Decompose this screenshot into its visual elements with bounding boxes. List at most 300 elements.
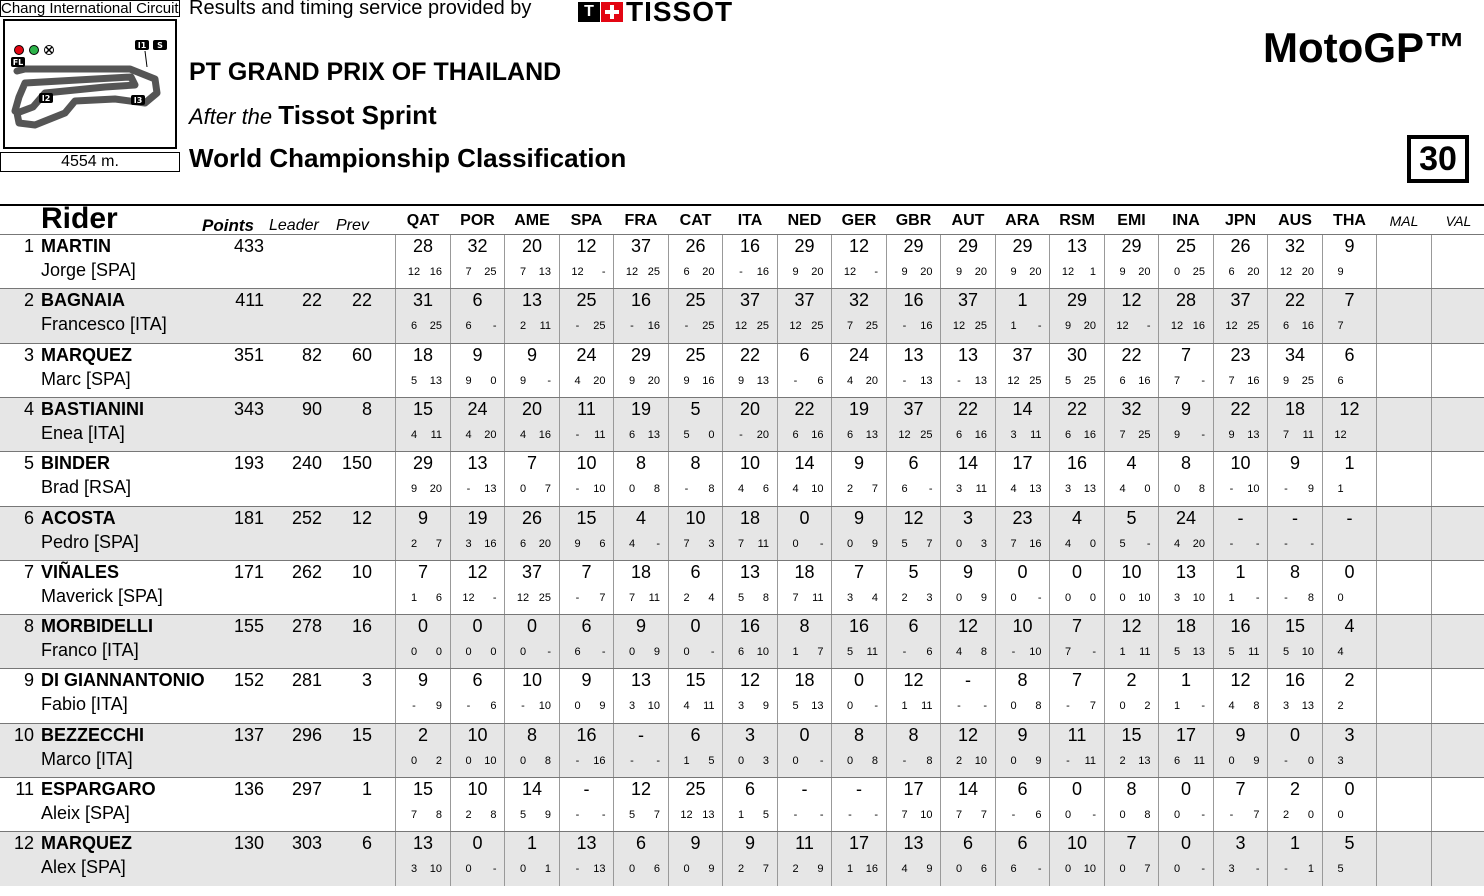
race-points: 7 [1253, 809, 1260, 821]
race-result-cell [1323, 235, 1377, 289]
race-points: 16 [702, 374, 715, 387]
race-points: 10 [974, 754, 987, 767]
rider-gap-leader: 296 [291, 724, 322, 745]
sprint-points: 12 [1116, 320, 1129, 333]
rider-firstname: Franco [ITA] [41, 640, 139, 661]
race-points: - [1201, 809, 1205, 821]
sprint-points: 0 [846, 754, 854, 767]
sprint-points: 7 [683, 537, 690, 550]
race-total-points: 13 [903, 344, 924, 365]
race-result-cell [1268, 344, 1322, 398]
race-result-cell [996, 344, 1050, 398]
sprint-points: - [684, 483, 689, 496]
race-result-cell [614, 669, 668, 723]
sprint-points: 4 [846, 374, 854, 387]
race-points: 16 [865, 863, 878, 876]
sprint-points: - [1066, 754, 1070, 767]
race-points: 0 [708, 428, 715, 441]
race-total-points: 6 [744, 779, 755, 799]
race-total-points: 22 [739, 344, 761, 365]
race-result-cell [887, 832, 941, 886]
race-points: - [1146, 320, 1151, 333]
sprint-points: - [793, 374, 798, 387]
race-total-points: 25 [685, 779, 706, 799]
sprint-points: 3 [737, 700, 745, 713]
race-points: 11 [594, 428, 606, 441]
race-points: 4 [871, 591, 878, 604]
sprint-points: 6 [1064, 428, 1072, 441]
race-total-points: 29 [630, 344, 652, 365]
race-points: 7 [817, 646, 824, 659]
race-result-cell [1105, 832, 1159, 886]
race-points: 16 [1083, 428, 1096, 441]
race-points: 0 [490, 646, 497, 659]
column-header-race: ITA [737, 212, 763, 229]
timing-credit: Results and timing service provided by [189, 0, 532, 19]
race-result-cell [832, 289, 886, 343]
race-result-cell [1323, 507, 1377, 561]
sprint-points: 2 [846, 483, 854, 496]
race-result-cell [1323, 724, 1377, 778]
race-total-points: 12 [1230, 670, 1251, 691]
race-points: 8 [708, 483, 715, 496]
race-total-points: 28 [412, 236, 434, 256]
sprint-points: - [575, 754, 580, 767]
race-result-cell [941, 452, 995, 506]
map-label-i2: I2 [41, 94, 51, 103]
race-result-cell [1050, 235, 1104, 289]
race-points: 0 [435, 646, 442, 659]
sprint-points: 1 [1010, 320, 1017, 333]
sprint-points: 9 [792, 266, 799, 278]
sprint-points: 4 [901, 863, 908, 876]
race-points: 11 [648, 591, 660, 604]
race-total-points: 5 [1126, 507, 1137, 528]
rider-position: 9 [23, 670, 34, 691]
race-total-points: 19 [467, 507, 488, 528]
sprint-points: 4 [737, 483, 745, 496]
race-points: 16 [1247, 374, 1260, 387]
column-header-race: VAL [1445, 213, 1472, 229]
sprint-points: 0 [792, 754, 799, 767]
sprint-points: - [1284, 863, 1288, 876]
column-header-race: RSM [1059, 212, 1095, 229]
race-total-points: 13 [739, 561, 761, 582]
sprint-points: 7 [1228, 374, 1235, 387]
race-total-points: 7 [1344, 290, 1355, 311]
race-points: 20 [756, 428, 769, 441]
race-total-points: - [1292, 507, 1298, 528]
sprint-points: 0 [1010, 700, 1017, 713]
race-total-points: - [856, 779, 862, 799]
sprint-points: 0 [465, 863, 472, 876]
race-points: 5 [762, 809, 769, 821]
sprint-points: 12 [1061, 266, 1075, 278]
rider-gap-leader: 22 [301, 290, 322, 311]
race-result-cell [832, 724, 886, 778]
race-total-points: 24 [1175, 507, 1197, 528]
rider-points: 351 [233, 344, 264, 365]
race-points: 13 [1083, 483, 1096, 496]
column-header-race: QAT [406, 212, 440, 229]
sprint-points: 0 [846, 700, 854, 713]
sprint-points: 12 [952, 320, 966, 333]
race-result-cell [451, 561, 505, 615]
rider-points: 130 [233, 833, 264, 854]
race-points: 20 [538, 537, 551, 550]
rider-surname: MORBIDELLI [41, 616, 153, 637]
rider-points: 136 [233, 779, 264, 799]
race-points: 25 [1029, 374, 1042, 387]
race-total-points: 15 [1284, 616, 1306, 637]
race-total-points: 3 [1235, 833, 1246, 854]
race-total-points: 6 [472, 290, 483, 311]
race-total-points: 23 [1012, 507, 1033, 528]
race-total-points: 37 [957, 290, 979, 311]
race-points: 20 [484, 428, 497, 441]
race-result-cell [1268, 615, 1322, 669]
rider-surname: MARTIN [41, 236, 111, 256]
race-total-points: 15 [576, 507, 597, 528]
rider-gap-leader: 82 [301, 344, 322, 365]
sprint-points: 9 [1064, 320, 1072, 333]
race-total-points: 18 [794, 670, 815, 691]
rider-surname: BEZZECCHI [41, 724, 144, 745]
sprint-points: - [1284, 483, 1288, 496]
race-points: 9 [1253, 754, 1260, 767]
race-total-points: 10 [576, 453, 597, 474]
rider-gap-prev: 10 [351, 561, 372, 582]
race-result-cell [996, 724, 1050, 778]
race-total-points: 2 [1126, 670, 1137, 691]
column-divider [1431, 561, 1432, 615]
race-total-points: 6 [472, 670, 483, 691]
column-header-race: SPA [570, 212, 603, 229]
race-points: 20 [1138, 266, 1151, 278]
sprint-points: 0 [628, 863, 636, 876]
race-result-cell [1050, 507, 1104, 561]
race-total-points: 0 [799, 507, 810, 528]
race-points: 20 [811, 266, 824, 278]
race-points: 20 [429, 483, 442, 496]
race-points: 20 [593, 374, 606, 387]
sprint-points: 9 [465, 374, 472, 387]
sprint-points: - [684, 320, 689, 333]
race-total-points: 17 [1175, 724, 1197, 745]
race-total-points: 1 [1180, 670, 1191, 691]
race-points: 9 [653, 646, 660, 659]
race-points: 13 [538, 266, 551, 278]
race-result-cell [941, 289, 995, 343]
sprint-points: - [902, 754, 907, 767]
column-header-race: NED [787, 212, 822, 229]
rider-position: 7 [23, 561, 34, 582]
sprint-points: 7 [1064, 646, 1072, 659]
sprint-points: 5 [1337, 863, 1344, 876]
sprint-points: 6 [410, 320, 418, 333]
race-points: 8 [1253, 700, 1260, 713]
sprint-points: 0 [1173, 483, 1181, 496]
race-total-points: 18 [630, 561, 652, 582]
race-points: 10 [811, 483, 824, 496]
race-total-points: 18 [1175, 616, 1197, 637]
sprint-points: 0 [1119, 809, 1126, 821]
sprint-points: 6 [628, 428, 636, 441]
sprint-points: - [575, 320, 580, 333]
sprint-points: 0 [846, 537, 854, 550]
race-result-cell [1214, 289, 1268, 343]
race-total-points: 26 [1230, 236, 1251, 256]
rider-firstname: Marc [SPA] [41, 368, 131, 389]
race-points: 0 [1089, 591, 1096, 604]
race-total-points: 25 [685, 344, 706, 365]
race-result-cell [614, 235, 668, 289]
circuit-map [3, 19, 177, 149]
sprint-points: 7 [519, 266, 527, 278]
race-total-points: 37 [1012, 344, 1033, 365]
sprint-points: 0 [955, 537, 963, 550]
sprint-points: 9 [955, 266, 963, 278]
sprint-points: 3 [465, 537, 472, 550]
page-number: 30 [1407, 135, 1469, 183]
race-total-points: 1 [1289, 833, 1300, 854]
race-result-cell [1268, 778, 1322, 832]
race-result-cell [505, 452, 559, 506]
race-result-cell [1214, 452, 1268, 506]
sprint-points: 4 [955, 646, 963, 659]
race-result-cell [396, 724, 450, 778]
race-result-cell [560, 235, 614, 289]
race-result-cell [396, 235, 450, 289]
race-points: 25 [702, 320, 715, 333]
column-header-prev: Prev [336, 217, 369, 234]
race-points: 13 [1247, 428, 1260, 441]
column-header-race: GER [841, 212, 877, 229]
race-points: 9 [599, 700, 606, 713]
race-points: - [492, 320, 497, 333]
race-points: - [1037, 320, 1042, 333]
sprint-points: 4 [683, 700, 690, 713]
race-total-points: 10 [685, 507, 706, 528]
race-total-points: 17 [1012, 453, 1033, 474]
race-total-points: 7 [1126, 833, 1137, 854]
rider-gap-leader: 281 [291, 670, 322, 691]
race-result-cell [505, 561, 559, 615]
sprint-points: - [466, 483, 471, 496]
rider-points: 433 [233, 236, 264, 256]
race-total-points: 18 [412, 344, 434, 365]
race-total-points: 10 [1012, 616, 1033, 637]
sprint-points: 12 [1170, 320, 1184, 333]
table-row [0, 343, 1484, 398]
map-label-i3: I3 [133, 96, 143, 105]
table-row [0, 506, 1484, 561]
race-points: - [1201, 374, 1205, 387]
race-result-cell [451, 669, 505, 723]
sprint-points: 12 [1225, 320, 1238, 333]
sprint-points: 5 [1228, 646, 1235, 659]
sprint-points: 0 [519, 483, 527, 496]
column-header-race: EMI [1117, 212, 1146, 229]
race-result-cell [1105, 289, 1159, 343]
race-result-cell [723, 832, 777, 886]
sprint-points: 5 [846, 646, 854, 659]
sprint-points: 2 [901, 591, 908, 604]
race-total-points: 16 [739, 616, 761, 637]
sprint-points: 2 [519, 320, 527, 333]
table-row [0, 777, 1484, 832]
race-total-points: 37 [903, 398, 924, 419]
sprint-points: 1 [1119, 646, 1126, 659]
race-total-points: 9 [635, 616, 646, 637]
race-result-cell [832, 669, 886, 723]
race-result-cell [996, 398, 1050, 452]
race-result-cell [560, 289, 614, 343]
race-total-points: 13 [467, 453, 488, 474]
rider-position: 6 [23, 507, 34, 528]
rider-surname: BINDER [41, 453, 111, 474]
race-result-cell [1159, 778, 1213, 832]
race-result-cell [505, 832, 559, 886]
sprint-points: 5 [1282, 646, 1290, 659]
race-result-cell [1268, 669, 1322, 723]
circuit-name: Chang International Circuit [1, 0, 179, 17]
race-result-cell [723, 561, 777, 615]
race-total-points: 29 [903, 236, 924, 256]
race-total-points: 5 [690, 398, 701, 419]
race-result-cell [1050, 669, 1104, 723]
race-result-cell [451, 832, 505, 886]
race-result-cell [451, 778, 505, 832]
sprint-points: 0 [737, 754, 745, 767]
race-total-points: 12 [739, 670, 761, 691]
race-total-points: 8 [690, 453, 701, 474]
race-total-points: 6 [581, 616, 592, 637]
race-total-points: 28 [1175, 290, 1197, 311]
race-result-cell [1105, 344, 1159, 398]
race-total-points: 14 [957, 779, 979, 799]
race-total-points: 0 [472, 833, 483, 854]
race-total-points: 12 [903, 507, 924, 528]
race-result-cell [614, 778, 668, 832]
race-total-points: 37 [1230, 290, 1251, 311]
race-result-cell [669, 669, 723, 723]
race-result-cell [1268, 235, 1322, 289]
race-total-points: 0 [526, 616, 537, 637]
race-result-cell [1214, 561, 1268, 615]
column-divider [1431, 669, 1432, 723]
race-result-cell [669, 778, 723, 832]
race-result-cell [723, 507, 777, 561]
race-points: 13 [647, 428, 660, 441]
session-prefix: After the [189, 104, 273, 129]
race-result-cell [560, 344, 614, 398]
sprint-points: 3 [846, 591, 854, 604]
sprint-points: 7 [1173, 374, 1181, 387]
race-result-cell [1050, 561, 1104, 615]
race-points: 25 [593, 320, 606, 333]
sprint-points: 6 [1119, 374, 1126, 387]
race-points: 25 [647, 266, 660, 278]
race-result-cell [451, 398, 505, 452]
race-points: 13 [484, 483, 497, 496]
rider-points: 193 [233, 453, 264, 474]
race-result-cell [451, 452, 505, 506]
race-points: 20 [1029, 266, 1042, 278]
race-total-points: 8 [1180, 453, 1191, 474]
column-header-race: GBR [895, 212, 932, 229]
race-total-points: - [1346, 507, 1353, 528]
rider-points: 152 [233, 670, 264, 691]
tissot-logo-word: TISSOT [626, 0, 734, 27]
race-total-points: 9 [417, 670, 428, 691]
race-points: 16 [811, 428, 824, 441]
sprint-points: 9 [1282, 374, 1290, 387]
sprint-points: 5 [519, 809, 527, 821]
column-header-race: THA [1333, 212, 1366, 229]
sprint-points: 2 [683, 591, 690, 604]
race-result-cell [505, 398, 559, 452]
race-total-points: 0 [799, 724, 810, 745]
race-total-points: - [1237, 507, 1244, 528]
race-total-points: 0 [1344, 779, 1355, 799]
race-points: 9 [817, 863, 824, 876]
race-points: 9 [871, 537, 878, 550]
race-points: 11 [1084, 754, 1096, 767]
sprint-points: - [1229, 483, 1234, 496]
race-points: 11 [757, 537, 769, 550]
race-total-points: 29 [1066, 290, 1088, 311]
sprint-points: 9 [574, 537, 581, 550]
race-total-points: 0 [1180, 779, 1191, 799]
race-points: 10 [1029, 646, 1042, 659]
table-row [0, 397, 1484, 452]
race-points: 10 [593, 483, 606, 496]
sprint-points: 7 [1119, 428, 1126, 441]
race-points: 0 [1307, 754, 1314, 767]
race-result-cell [1268, 832, 1322, 886]
race-result-cell [396, 832, 450, 886]
race-points: 13 [1301, 700, 1314, 713]
race-result-cell [887, 615, 941, 669]
sprint-points: 0 [1119, 863, 1126, 876]
race-points: 25 [756, 320, 769, 333]
race-total-points: 7 [526, 453, 537, 474]
sprint-points: 5 [792, 700, 799, 713]
race-result-cell [996, 615, 1050, 669]
race-total-points: 9 [853, 507, 864, 528]
table-row [0, 560, 1484, 615]
sprint-points: 3 [1228, 863, 1235, 876]
race-total-points: 8 [799, 616, 810, 637]
race-total-points: 13 [576, 833, 597, 854]
race-points: - [928, 483, 933, 496]
race-result-cell [1268, 561, 1322, 615]
race-points: 9 [1307, 483, 1314, 496]
race-result-cell [1323, 669, 1377, 723]
race-result-cell [723, 778, 777, 832]
sprint-points: 6 [1173, 754, 1181, 767]
column-divider [1431, 832, 1432, 886]
column-header-race: JPN [1224, 212, 1257, 229]
race-result-cell [1214, 398, 1268, 452]
race-total-points: 2 [417, 724, 428, 745]
race-result-cell [1105, 615, 1159, 669]
race-result-cell [723, 344, 777, 398]
race-points: 20 [1301, 266, 1314, 278]
sprint-points: 9 [683, 374, 690, 387]
race-total-points: 13 [957, 344, 979, 365]
